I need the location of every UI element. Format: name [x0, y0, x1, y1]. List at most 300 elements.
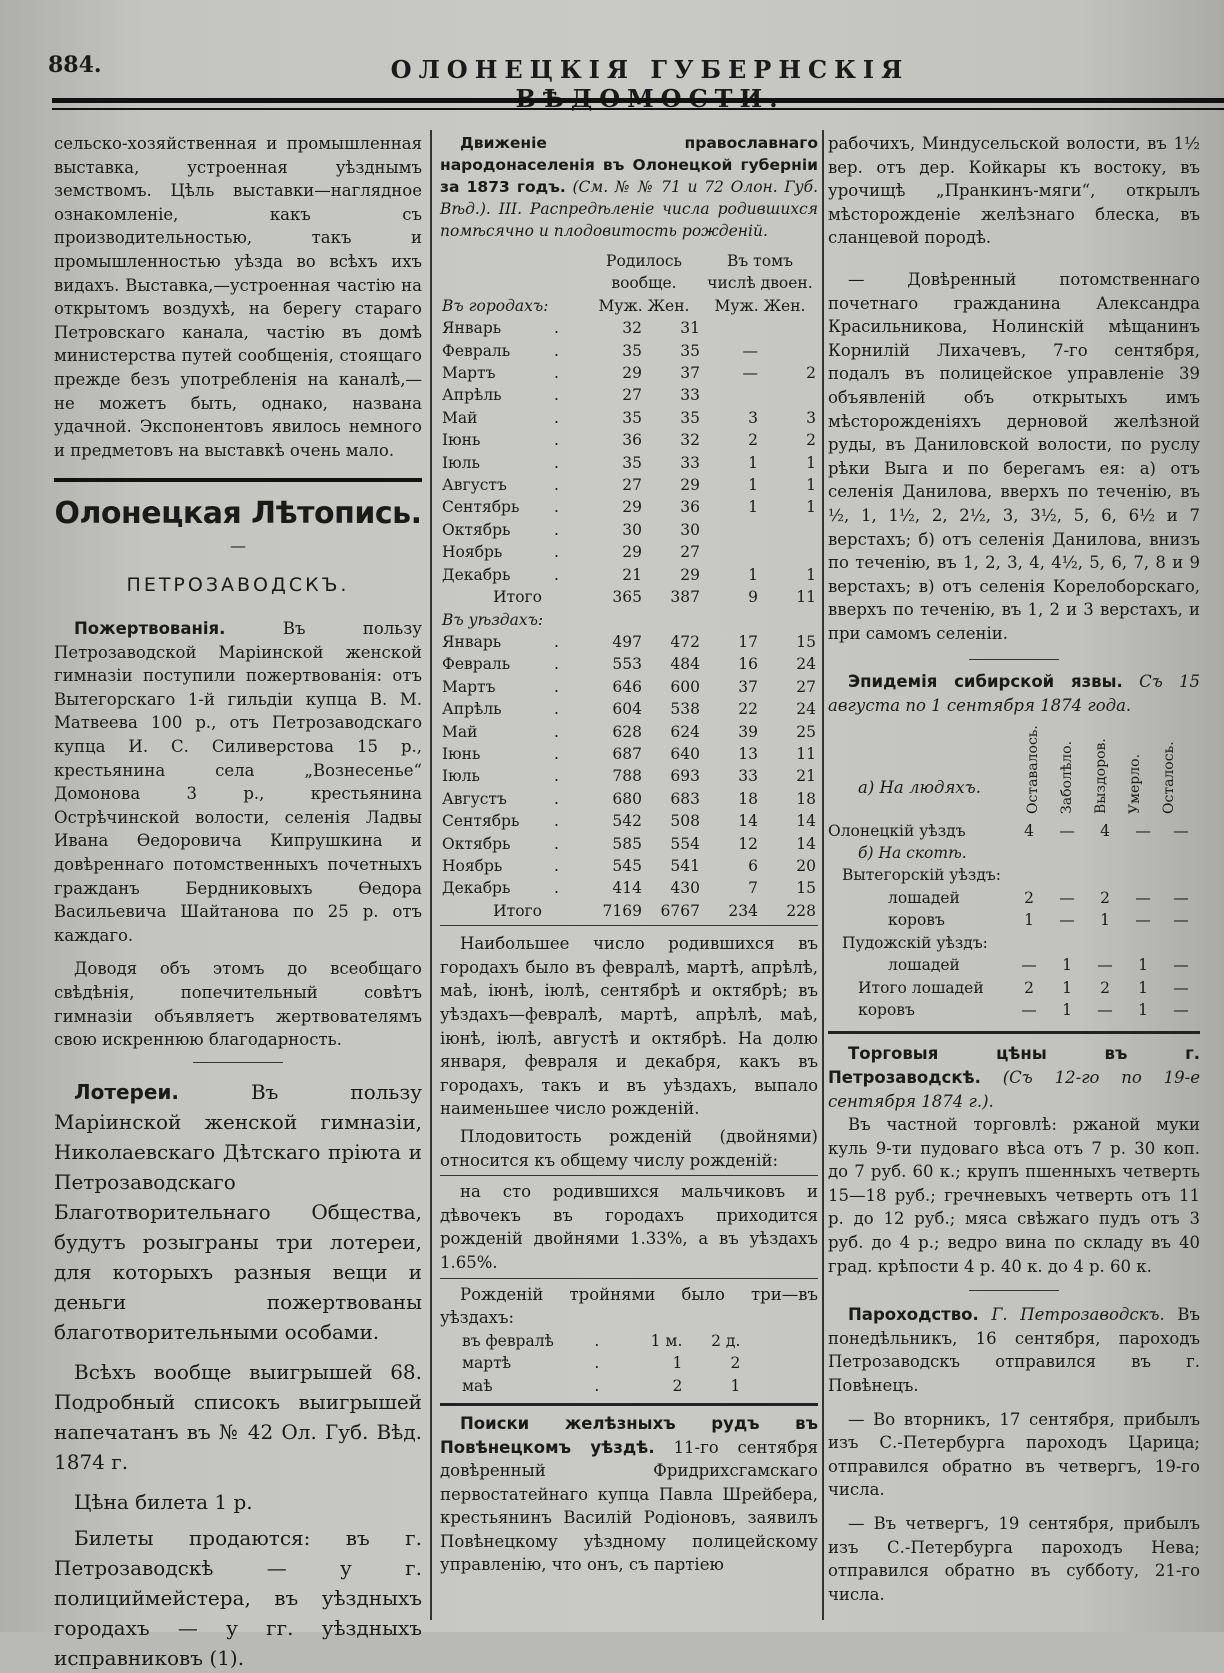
table-row — [440, 362, 818, 384]
population-title-bold: Движеніе православнаго народонаселенія въ Олонецкой губерніи за 1873 годъ. — [440, 134, 818, 196]
table-row — [440, 676, 818, 698]
table-row — [440, 407, 818, 429]
prices-text: Въ частной торговлѣ: ржаной муки куль 9-ти пудоваго вѣса отъ 7 р. 30 коп. до 7 руб. 60 к.; крупъ пшенныхъ четверть 15—18 руб.; гречневыхъ четверть отъ 11 р. до 12 руб.; мяса свѣжаго пудъ отъ 3 руб. до 4 р.; ведро вина по складу въ 40 град. крѣпости 4 р. 40 к. до 4 р. 60 к. — [828, 1115, 1200, 1276]
table-cell: 1 м. — [650, 1331, 683, 1350]
table-cell: . — [554, 767, 559, 786]
table-row — [440, 384, 818, 406]
table-row — [440, 564, 818, 586]
short-rule — [969, 1290, 1059, 1291]
table-row — [440, 340, 818, 362]
table-cell: — — [1173, 888, 1189, 907]
table-cell: Іюль — [442, 767, 480, 786]
twins-rate: на сто родившихся мальчиковъ и дѣвочекъ въ городахъ приходится рожденій двойнями 1.33%, а въ уѣздахъ 1.65%. — [440, 1182, 818, 1272]
table-cell: — — [742, 364, 758, 383]
table-cell: — — [1097, 1000, 1113, 1019]
table-cell: 2 — [806, 431, 816, 450]
epidemic-col-header: Умерло. — [1127, 753, 1143, 814]
table-cell: 1 — [1138, 956, 1148, 975]
table-cell: 1 — [1062, 956, 1072, 975]
table-cell: коровъ — [858, 1000, 915, 1019]
table-cell: — — [1135, 888, 1151, 907]
steam-heading: Пароходство. — [848, 1305, 979, 1325]
table-row — [440, 317, 818, 339]
table-row — [440, 765, 818, 787]
steam-paragraph — [828, 1303, 1200, 1397]
table-cell: 1 — [1100, 911, 1110, 930]
uezd-rows — [440, 631, 818, 900]
page-number: 884. — [48, 52, 102, 78]
table-cell: Августъ — [442, 789, 507, 808]
table-cell: 365 — [612, 588, 642, 607]
table-cell: 29 — [680, 476, 700, 495]
table-cell: 624 — [670, 722, 700, 741]
table-cell: 387 — [670, 588, 700, 607]
separator-dash: — — [230, 535, 246, 555]
table-cell: . — [554, 565, 559, 584]
column-3 — [828, 132, 1200, 1606]
table-cell: 39 — [738, 722, 758, 741]
header-twins: Въ томъ числѣ двоен. — [707, 252, 813, 293]
table-cell: 1 — [1062, 1000, 1072, 1019]
table-cell: 1 — [748, 498, 758, 517]
table-cell: 14 — [796, 812, 816, 831]
table-row — [440, 810, 818, 832]
table-cell: 35 — [622, 408, 642, 427]
table-cell — [760, 541, 818, 563]
table-row — [440, 496, 818, 518]
table-rule — [440, 1278, 818, 1279]
ore-deposits: — Довѣренный потомственнаго почетнаго гражданина Александра Красильникова, Нолинскій мѣщанинъ Корнилій Лихачевъ, 7-го сентября, подалъ въ полицейское управленіе 39 объявленій объ открытыхъ имъ мѣсторожденіяхъ дерновой желѣзной руды, въ Даниловской волости, по руслу рѣки Выга и по берегамъ ея: а) отъ селенія Данилова, вверхъ по теченію, въ ½, 1, 1½, 2, 2½, 3, 3½, 5, 6, 6½ и 7 верстахъ; б) отъ селенія Данилова, внизъ по теченію, въ 1, 2, 3, 4, 4½, 5, 6, 7, 8 и 9 верстахъ; в) отъ селенія Корелоборскаго, вверхъ по теченію, въ 1, 2 и 3 верстахъ, и при самомъ селеніи. — [828, 269, 1200, 643]
header-rule — [52, 98, 1224, 103]
column-2 — [440, 132, 818, 1577]
table-cell: 1 — [806, 498, 816, 517]
table-cell: — — [1059, 911, 1075, 930]
table-cell: 14 — [796, 834, 816, 853]
table-row — [440, 541, 818, 563]
table-cell: 11 — [796, 744, 816, 763]
table-row — [440, 1352, 742, 1374]
table-cell: Іюнь — [442, 431, 481, 450]
table-cell: 2 — [730, 1354, 741, 1373]
table-row — [828, 909, 1200, 931]
table-cell: . — [554, 722, 559, 741]
table-cell: . — [554, 879, 559, 898]
table-cell: . — [554, 498, 559, 517]
chronicle-title: Олонецкая Лѣтопись. — [54, 496, 422, 532]
fertility-text: Плодовитость рожденій (двойнями) относится къ общему числу рожденій: — [440, 1126, 818, 1170]
table-cell: Мартъ — [442, 364, 496, 383]
table-row — [440, 833, 818, 855]
donations-paragraph — [54, 617, 422, 947]
table-cell: . — [554, 744, 559, 763]
table-cell: . — [554, 834, 559, 853]
short-rule — [969, 659, 1059, 660]
table-cell: въ февралѣ — [462, 1331, 554, 1350]
table-cell: — — [1173, 1000, 1189, 1019]
table-row — [828, 887, 1200, 909]
table-cell: 234 — [728, 901, 758, 920]
table-cell — [760, 519, 818, 541]
table-row — [440, 429, 818, 451]
ore-paragraph — [440, 1412, 818, 1577]
pudozh-row — [828, 932, 1200, 954]
table-cell: коровъ — [888, 911, 945, 930]
table-row — [440, 1375, 742, 1397]
table-cell: 2 — [1100, 888, 1110, 907]
epidemic-table — [828, 820, 1200, 1022]
header-sex: Муж. Жен. — [598, 296, 690, 315]
table-cell: 33 — [738, 767, 758, 786]
table-cell: 4 — [1100, 821, 1110, 840]
table-cell: 541 — [670, 856, 700, 875]
table-cell: . — [554, 408, 559, 427]
table-cell: 2 — [1024, 888, 1034, 907]
steam-text: Въ понедѣльникъ, 16 сентября, пароходъ Петрозаводскъ отправился въ г. Повѣнецъ. — [828, 1305, 1201, 1396]
table-cell: . — [554, 453, 559, 472]
table-cell: 24 — [796, 700, 816, 719]
steam-city: Г. Петрозаводскъ. — [991, 1305, 1165, 1325]
table-cell: 1 — [672, 1354, 683, 1373]
table-cell: 1 — [730, 1376, 741, 1395]
table-cell: . — [594, 1331, 600, 1350]
table-cell: 553 — [612, 655, 642, 674]
table-cell: — — [1173, 956, 1189, 975]
table-row — [440, 474, 818, 496]
cattle-row — [828, 842, 1200, 864]
table-cell: 35 — [680, 408, 700, 427]
table-cell: 7 — [748, 879, 758, 898]
table-cell: 24 — [796, 655, 816, 674]
table-cell: 30 — [622, 520, 642, 539]
births-subheader — [440, 295, 818, 317]
prices-title — [828, 1042, 1200, 1113]
exhibition-text: сельско-хозяйственная и промышленная выставка, устроенная уѣзднымъ земствомъ. Цѣль выставки—наглядное ознакомленіе, какъ съ производительностью, такъ и промышленностью уѣзда во всѣхъ ихъ видахъ. Выставка,—устроенная частію на открытомъ воздухѣ, на берегу стараго Петровскаго канала, частію въ домѣ министерства путей сообщенія, стоящаго прежде безъ употребленія на каналѣ,—не можетъ быть, однако, названа удачной. Экспонентовъ явилось немного и предметовъ на выставкѣ очень мало. — [54, 134, 422, 460]
table-cell: 25 — [796, 722, 816, 741]
ticket-sales: Билеты продаются: въ г. Петрозаводскѣ — у г. полициймейстера, въ уѣздныхъ городахъ — у гг. уѣздныхъ исправниковъ (1). — [54, 1525, 422, 1670]
table-cell: 29 — [622, 498, 642, 517]
table-cell: 14 — [738, 812, 758, 831]
births-header — [440, 250, 818, 295]
table-cell: 2 — [672, 1376, 683, 1395]
table-cell: . — [594, 1354, 600, 1373]
table-rule — [440, 1175, 818, 1176]
table-cell: Декабрь — [442, 565, 511, 584]
steam-neva: — Въ четвергъ, 19 сентября, прибылъ изъ С.-Петербурга пароходъ Нева; отправился обратно въ субботу, 21-го числа. — [828, 1514, 1200, 1604]
triplets-text: Рожденій тройнями было три—въ уѣздахъ: — [440, 1284, 818, 1328]
table-cell: 2 — [748, 431, 758, 450]
table-row — [828, 999, 1200, 1021]
table-cell: 430 — [670, 879, 700, 898]
table-cell: — — [1173, 978, 1189, 997]
table-cell: . — [554, 476, 559, 495]
table-cell: 1 — [1138, 1000, 1148, 1019]
table-cell: 497 — [612, 632, 642, 651]
table-cell: 11 — [796, 588, 816, 607]
table-cell: 20 — [796, 856, 816, 875]
table-row — [440, 855, 818, 877]
table-cell — [702, 519, 760, 541]
table-row — [440, 877, 818, 899]
uezd-label-row — [440, 609, 818, 631]
table-cell — [760, 340, 818, 362]
table-cell: 33 — [680, 386, 700, 405]
table-cell: — — [1173, 911, 1189, 930]
table-cell: 35 — [622, 341, 642, 360]
table-cell: Январь — [442, 319, 502, 338]
table-cell: 36 — [622, 431, 642, 450]
table-cell — [702, 317, 760, 339]
table-cell: лошадей — [888, 888, 960, 907]
table-cell: Май — [442, 722, 478, 741]
table-cell: 1 — [1062, 978, 1072, 997]
epidemic-col-header: Оставалось. — [1025, 724, 1041, 814]
epidemic-title — [828, 670, 1200, 717]
births-analysis: Наибольшее число родившихся въ городахъ было въ февралѣ, мартѣ, апрѣлѣ, маѣ, іюнѣ, іюлѣ, сентябрѣ и октябрѣ; въ уѣздахъ—февралѣ, мартѣ, апрѣлѣ, маѣ, іюнѣ, іюлѣ, августѣ и октябрѣ. На долю января, февраля и декабря, какъ въ городахъ, такъ и въ уѣздахъ, выпало наименьшее число рожденій. — [440, 934, 818, 1119]
table-cell: 18 — [738, 789, 758, 808]
ticket-price: Цѣна билета 1 р. — [74, 1489, 253, 1514]
table-cell: — — [1097, 956, 1113, 975]
table-cell: 687 — [612, 744, 642, 763]
towns-label: Въ городахъ: — [442, 296, 549, 315]
epidemic-cattle-label: б) На скотѣ. — [858, 844, 967, 863]
table-cell: 1 — [1138, 978, 1148, 997]
table-row — [440, 653, 818, 675]
table-cell: 16 — [738, 655, 758, 674]
table-cell: . — [594, 1376, 600, 1395]
table-cell: Февраль — [442, 341, 511, 360]
table-cell: 3 — [748, 408, 758, 427]
table-cell: 9 — [748, 588, 758, 607]
table-cell: 472 — [670, 632, 700, 651]
table-cell: 35 — [680, 341, 700, 360]
table-cell: 1 — [806, 453, 816, 472]
table-row — [440, 721, 818, 743]
table-cell: 29 — [622, 364, 642, 383]
table-cell: Сентябрь — [442, 498, 520, 517]
newspaper-title: ОЛОНЕЦКІЯ ГУБЕРНСКІЯ — [390, 55, 910, 84]
prices-heading: Торговыя цѣны въ г. Петрозаводскѣ. — [828, 1044, 1200, 1087]
table-cell: Августъ — [442, 476, 507, 495]
donations-text: Въ пользу Петрозаводской Маріинской женской гимназіи поступили пожертвованія: отъ Вытегорскаго 1-й гильдіи купца В. М. Матвеева 100 р., отъ Петрозаводскаго купца И. С. Силиверстова 15 р., крестьянина села „Вознесенье“ Домонова 3 р., крестьянина Острѣчинской волости, селенія Ладвы Ивана Ѳедоровича Кипрушкина и довѣреннаго потомственныхъ почетныхъ гражданъ Бердниковыхъ Ѳедора Васильевича Шайтанова по 25 р. отъ каждаго. — [54, 619, 422, 945]
table-cell: 680 — [612, 789, 642, 808]
table-cell: 27 — [622, 386, 642, 405]
table-cell: 1 — [748, 453, 758, 472]
table-cell: Декабрь — [442, 879, 511, 898]
table-cell: . — [554, 856, 559, 875]
table-cell: 15 — [796, 879, 816, 898]
table-row — [828, 977, 1200, 999]
table-cell: . — [554, 431, 559, 450]
prices-period: (Съ 12-го по 19-е сентября 1874 г.). — [828, 1067, 1200, 1111]
table-cell: Итого лошадей — [858, 978, 984, 997]
table-cell: Сентябрь — [442, 812, 520, 831]
uezd-label: Въ уѣздахъ: — [442, 610, 544, 629]
table-cell: 2 — [1024, 978, 1034, 997]
table-cell — [760, 317, 818, 339]
table-cell: . — [554, 520, 559, 539]
table-cell: 2 д. — [711, 1331, 741, 1350]
table-cell: 585 — [612, 834, 642, 853]
triplets-table — [440, 1330, 742, 1397]
column-1 — [54, 132, 422, 1673]
table-cell: 32 — [622, 319, 642, 338]
table-cell: Октябрь — [442, 520, 511, 539]
epidemic-col-headers — [1018, 718, 1198, 818]
table-cell: — — [1021, 956, 1037, 975]
lottery-paragraph — [54, 1077, 422, 1347]
header-born: Родилось вообще. — [606, 252, 682, 293]
table-cell: 37 — [680, 364, 700, 383]
table-row — [828, 954, 1200, 976]
table-cell: 22 — [738, 700, 758, 719]
table-cell: . — [554, 700, 559, 719]
table-cell: маѣ — [462, 1376, 493, 1395]
table-cell: Олонецкій уѣздъ — [828, 821, 966, 840]
vytegra-label: Вытегорскій уѣздъ: — [842, 866, 1001, 885]
ore-continued: рабочихъ, Миндусельской волости, въ 1½ вер. отъ дер. Койкары къ востоку, въ урочищѣ „Пранкинъ-мяги“, открылъ мѣсторожденіе желѣзнаго блеска, въ сланцевой породѣ. — [828, 134, 1200, 248]
table-cell: . — [554, 319, 559, 338]
table-cell: 1 — [1024, 911, 1034, 930]
table-cell: 414 — [612, 879, 642, 898]
table-cell: — — [1173, 821, 1189, 840]
table-row — [440, 698, 818, 720]
table-cell: 545 — [612, 856, 642, 875]
table-cell — [760, 384, 818, 406]
table-row — [440, 743, 818, 765]
city-heading: ПЕТРОЗАВОДСКЪ. — [126, 573, 350, 596]
table-cell: 484 — [670, 655, 700, 674]
lottery-prizes: Всѣхъ вообще выигрышей 68. Подробный списокъ выигрышей напечатанъ въ № 42 Ол. Губ. Вѣд. 1874 г. — [54, 1359, 422, 1474]
table-cell: 2 — [1100, 978, 1110, 997]
donations-thanks: Доводя объ этомъ до всеобщаго свѣдѣнія, попечительный совѣтъ гимназіи объявляетъ жертвователямъ свою искреннюю благодарность. — [54, 959, 422, 1050]
table-cell: 646 — [612, 677, 642, 696]
table-cell: 37 — [738, 677, 758, 696]
table-cell: 1 — [806, 476, 816, 495]
table-cell: Іюнь — [442, 744, 481, 763]
table-cell: Январь — [442, 632, 502, 651]
table-cell: 15 — [796, 632, 816, 651]
table-row — [828, 820, 1200, 842]
table-cell: 4 — [1024, 821, 1034, 840]
table-cell: . — [554, 632, 559, 651]
table-cell: 628 — [612, 722, 642, 741]
table-cell: Іюль — [442, 453, 480, 472]
table-rule — [440, 925, 818, 926]
table-cell: — — [1135, 821, 1151, 840]
donations-heading: Пожертвованія. — [74, 619, 226, 639]
table-cell: 27 — [680, 543, 700, 562]
epidemic-heading: Эпидемія сибирской язвы. — [848, 672, 1123, 692]
table-cell: 6 — [748, 856, 758, 875]
table-cell: 7169 — [602, 901, 642, 920]
births-table — [440, 250, 818, 922]
table-cell: 542 — [612, 812, 642, 831]
table-cell: Апрѣль — [442, 386, 502, 405]
table-cell: . — [554, 364, 559, 383]
epidemic-col-header: Осталось. — [1161, 741, 1177, 814]
epidemic-people-label: а) На людяхъ. — [858, 777, 981, 797]
table-cell — [702, 541, 760, 563]
lottery-text: Въ пользу Маріинской женской гимназіи, Николаевскаго Дѣтскаго пріюта и Петрозаводскаго Благотворительнаго Общества, будутъ розыграны три лотереи, для которыхъ разныя вещи и деньги пожертвованы благотворительными особами. — [54, 1079, 422, 1344]
column-divider — [822, 130, 824, 1620]
table-cell: 538 — [670, 700, 700, 719]
table-row — [440, 631, 818, 653]
table-cell: 554 — [670, 834, 700, 853]
population-title-italic: (См. № № 71 и 72 Олон. Губ. Вѣд.). III. Распредѣленіе числа родившихся помѣсячно и плодовитость рожденій. — [440, 178, 819, 240]
table-row — [440, 788, 818, 810]
table-cell: 1 — [748, 476, 758, 495]
uezd-total-row — [440, 900, 818, 922]
table-cell: . — [554, 543, 559, 562]
table-cell: 683 — [670, 789, 700, 808]
table-cell: 32 — [680, 431, 700, 450]
table-cell: 788 — [612, 767, 642, 786]
table-cell: Апрѣль — [442, 700, 502, 719]
table-cell: 27 — [796, 677, 816, 696]
table-cell: 1 — [806, 565, 816, 584]
table-cell: Ноябрь — [442, 856, 503, 875]
table-cell: 31 — [680, 319, 700, 338]
table-cell: 604 — [612, 700, 642, 719]
lottery-heading: Лотереи. — [74, 1079, 179, 1104]
total-label: Итого — [493, 588, 542, 607]
steam-tsaritsa: — Во вторникъ, 17 сентября, прибылъ изъ С.-Петербурга пароходъ Царица; отправился обратно въ четвергъ, 19-го числа. — [828, 1409, 1200, 1500]
table-cell: лошадей — [888, 956, 960, 975]
section-rule — [54, 478, 422, 482]
table-cell: 29 — [622, 543, 642, 562]
table-cell: 21 — [796, 767, 816, 786]
towns-rows — [440, 317, 818, 586]
header-sex-twins: Муж. Жен. — [714, 296, 806, 315]
table-cell: 2 — [806, 364, 816, 383]
table-row — [440, 519, 818, 541]
section-rule — [828, 1031, 1200, 1034]
table-row — [440, 452, 818, 474]
short-rule — [193, 1062, 283, 1063]
table-cell: Ноябрь — [442, 543, 503, 562]
epidemic-col-header: Выздоров. — [1093, 737, 1109, 814]
ore-text: 11-го сентября довѣренный Фридрихсгамскаго первостатейнаго купца Павла Шрейбера, крестьянинъ Василій Родіоновъ, заявилъ Повѣнецкому уѣздному полицейскому управленію, что онъ, съ партіею — [440, 1437, 818, 1575]
total-label: Итого — [493, 901, 542, 920]
table-cell: Май — [442, 408, 478, 427]
table-cell: Февраль — [442, 655, 511, 674]
ore-heading: Поиски желѣзныхъ рудъ въ Повѣнецкомъ уѣздѣ. — [440, 1413, 818, 1457]
table-cell: — — [1059, 888, 1075, 907]
table-cell: — — [1135, 911, 1151, 930]
epidemic-header — [828, 718, 1200, 820]
table-cell: 18 — [796, 789, 816, 808]
table-cell: 600 — [670, 677, 700, 696]
table-cell: 12 — [738, 834, 758, 853]
table-cell: 35 — [622, 453, 642, 472]
table-cell: . — [554, 341, 559, 360]
header-rule-thin — [52, 108, 1224, 110]
table-cell: 27 — [622, 476, 642, 495]
table-cell: 29 — [680, 565, 700, 584]
table-cell: 13 — [738, 744, 758, 763]
table-cell: 36 — [680, 498, 700, 517]
table-cell: 17 — [738, 632, 758, 651]
table-cell: — — [1059, 821, 1075, 840]
table-cell: 1 — [748, 565, 758, 584]
table-cell — [702, 384, 760, 406]
table-cell: — — [742, 341, 758, 360]
table-cell: — — [1021, 1000, 1037, 1019]
table-cell: мартѣ — [462, 1354, 512, 1373]
table-cell: 33 — [680, 453, 700, 472]
table-cell: . — [554, 789, 559, 808]
table-cell: Октябрь — [442, 834, 511, 853]
